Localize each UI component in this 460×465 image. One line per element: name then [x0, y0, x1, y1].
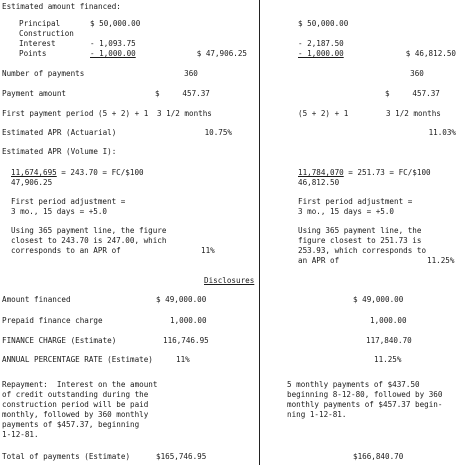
formula-numerator-left: 11,674,695	[11, 168, 57, 177]
first-period-right: 3 1/2 months	[386, 109, 441, 118]
apr-actuarial-left: 10.75%	[204, 128, 232, 137]
interest-value-left: - 1,093.75	[90, 39, 136, 48]
num-payments-label: Number of payments	[2, 69, 85, 78]
points-value-left: - 1,000.00	[90, 49, 136, 58]
adjustment-line1-left: First period adjustment =	[11, 197, 126, 206]
apr-volume-label: Estimated APR (Volume I):	[2, 147, 117, 156]
points-value-right: - 1,000.00	[298, 49, 344, 58]
amount-financed-label: Amount financed	[2, 295, 71, 304]
construction-label: Construction	[19, 29, 74, 38]
interest-label: Interest	[19, 39, 56, 48]
using-line3-left: corresponds to an APR of	[11, 246, 121, 255]
num-payments-right: 360	[410, 69, 424, 78]
finance-charge-right: 117,840.70	[366, 336, 412, 345]
points-label: Points	[19, 49, 47, 58]
total-payments-right: $166,840.70	[353, 452, 404, 461]
using-apr-right: 11.25%	[427, 256, 455, 265]
first-period-formula-right: (5 + 2) + 1	[298, 109, 349, 118]
using-line1-left: Using 365 payment line, the figure	[11, 226, 167, 235]
first-period-left: 3 1/2 months	[157, 109, 212, 118]
repayment-left-line6: 1-12-81.	[2, 430, 39, 439]
prepaid-charge-right: 1,000.00	[370, 316, 407, 325]
formula-numerator-right: 11,784,070	[298, 168, 344, 177]
principal-value-left: $ 50,000.00	[90, 19, 141, 28]
using-line3-right: 253.93, which corresponds to	[298, 246, 427, 255]
apr-actuarial-label: Estimated APR (Actuarial)	[2, 128, 117, 137]
principal-value-right: $ 50,000.00	[298, 19, 349, 28]
adjustment-line1-right: First period adjustment =	[298, 197, 413, 206]
disclosure-amount-financed-left: $ 49,000.00	[156, 295, 207, 304]
annual-percentage-rate-right: 11.25%	[374, 355, 402, 364]
using-line2-right: figure closest to 251.73 is	[298, 236, 422, 245]
amount-financed-left: $ 47,906.25	[196, 49, 247, 58]
finance-charge-label: FINANCE CHARGE (Estimate)	[2, 336, 117, 345]
amount-financed-heading: Estimated amount financed:	[2, 2, 121, 11]
repayment-left-line2: of credit outstanding during the	[2, 390, 149, 399]
adjustment-line2-right: 3 mo., 15 days = +5.0	[298, 207, 395, 216]
apr-actuarial-right: 11.03%	[428, 128, 456, 137]
finance-charge-left: 116,746.95	[163, 336, 209, 345]
repayment-right-line3: monthly payments of $457.37 begin-	[287, 400, 443, 409]
first-period-label: First payment period (5 + 2) + 1	[2, 109, 149, 118]
repayment-right-line1: 5 monthly payments of $437.50	[287, 380, 420, 389]
formula-right	[298, 169, 431, 178]
using-apr-left: 11%	[201, 246, 215, 255]
repayment-left-line4: monthly, followed by 360 monthly	[2, 410, 149, 419]
payment-amount-left: $ 457.37	[155, 89, 210, 98]
repayment-left-line5: payments of $457.37, beginning	[2, 420, 140, 429]
using-line4-right: an APR of	[298, 256, 340, 265]
disclosures-title: Disclosures	[204, 276, 255, 285]
adjustment-line2-left: 3 mo., 15 days = +5.0	[11, 207, 108, 216]
using-line1-right: Using 365 payment line, the	[298, 226, 422, 235]
formula-left	[11, 169, 144, 178]
repayment-right-line2: beginning 8-12-80, followed by 360	[287, 390, 443, 399]
payment-amount-label: Payment amount	[2, 89, 67, 98]
prepaid-charge-left: 1,000.00	[170, 316, 207, 325]
formula-denominator-left: 47,906.25	[11, 178, 53, 187]
repayment-right-line4: ning 1-12-81.	[287, 410, 347, 419]
total-payments-label: Total of payments (Estimate)	[2, 452, 131, 461]
annual-percentage-rate-left: 11%	[176, 355, 190, 364]
prepaid-charge-label: Prepaid finance charge	[2, 316, 103, 325]
formula-denominator-right: 46,812.50	[298, 178, 340, 187]
formula-result-left: = 243.70 = FC/$100	[56, 168, 144, 177]
payment-amount-right: $ 457.37	[385, 89, 440, 98]
column-divider	[259, 0, 260, 465]
repayment-left-line3: construction period will be paid	[2, 400, 149, 409]
repayment-left-line1: Repayment: Interest on the amount	[2, 380, 158, 389]
annual-percentage-rate-label: ANNUAL PERCENTAGE RATE (Estimate)	[2, 355, 153, 364]
principal-label: Principal	[19, 19, 61, 28]
using-line2-left: closest to 243.70 is 247.00, which	[11, 236, 167, 245]
disclosure-amount-financed-right: $ 49,000.00	[353, 295, 404, 304]
formula-result-right: = 251.73 = FC/$100	[343, 168, 431, 177]
amount-financed-right: $ 46,812.50	[405, 49, 456, 58]
total-payments-left: $165,746.95	[156, 452, 207, 461]
interest-value-right: - 2,187.50	[298, 39, 344, 48]
num-payments-left: 360	[184, 69, 198, 78]
